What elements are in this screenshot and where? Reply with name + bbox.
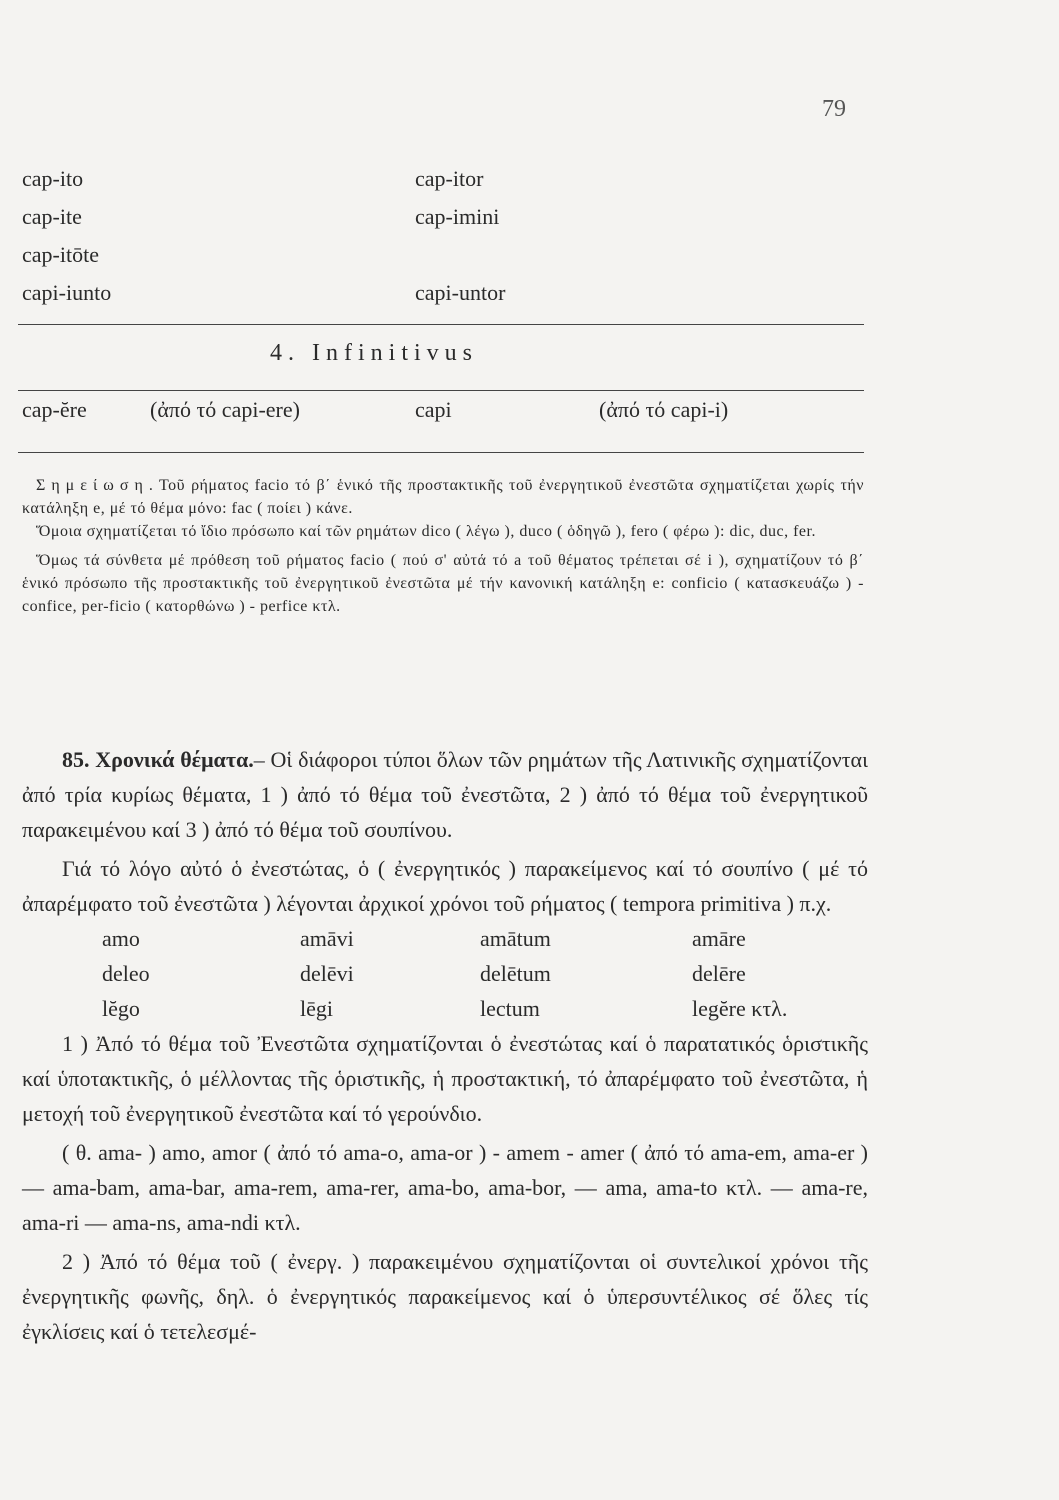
imperative-passive: cap-itor <box>415 166 484 191</box>
section-paragraph <box>22 742 868 847</box>
infinitive-origin: (ἀπό τό capi-ere) <box>150 397 300 422</box>
infinitive-origin: (ἀπό τό capi-i) <box>599 397 729 422</box>
infinitive-form: capi <box>415 397 452 422</box>
note-block <box>22 474 864 618</box>
section-number: 85. <box>62 747 90 772</box>
imperative-active: cap-itōte <box>22 242 99 267</box>
principal-part: delētum <box>480 961 551 986</box>
section-paragraph: Γιά τό λόγο αὐτό ὁ ἐνεστώτας, ὁ ( ἐνεργητικός ) παρακείμενος καί τό σουπίνο ( μέ τό ἀπαρέμφατο τοῦ ἐνεστῶτα ) λέγονται ἀρχικοί χρόνοι τοῦ ρήματος ( tempora primitiva ) π.χ. <box>22 856 868 916</box>
infinitive-form: cap-ĕre <box>22 397 87 422</box>
principal-part: lĕgo <box>102 996 140 1021</box>
section-paragraph: 1 ) Ἀπό τό θέμα τοῦ Ἐνεστῶτα σχηματίζονται ὁ ἐνεστώτας καί ὁ παρατατικός ὁριστικῆς καί ὑποτακτικῆς, ὁ μέλλοντας τῆς ὁριστικῆς, ἡ προστακτική, τό ἀπαρέμφατο τοῦ ἐνεστῶτα, ἡ μετοχή τοῦ ἐνεργητικοῦ ἐνεστῶτα καί τό γερούνδιο. <box>22 1031 868 1126</box>
imperative-table <box>22 160 872 312</box>
imperative-passive: capi-untor <box>415 280 506 305</box>
note-paragraph <box>22 474 864 520</box>
imperative-active: cap-ito <box>22 166 84 191</box>
imperative-active: capi-iunto <box>22 280 112 305</box>
principal-part: legĕre κτλ. <box>692 996 788 1021</box>
table-rule <box>18 390 864 391</box>
section-text: – Οἱ διάφοροι τύποι ὅλων τῶν ρημάτων τῆς Λατινικῆς σχηματίζονται ἀπό τρία κυρίως θέματα, 1 ) ἀπό τό θέμα τοῦ ἐνεστῶτα, 2 ) ἀπό τό θέμα τοῦ ἐνεργητικοῦ παρακειμένου καί 3 ) ἀπό τό θέμα τοῦ σουπίνου. <box>22 747 868 842</box>
table-row <box>22 236 872 274</box>
note-paragraph: Ὅμοια σχηματίζεται τό ἴδιο πρόσωπο καί τῶν ρημάτων dico ( λέγω ), duco ( ὁδηγῶ ), fero ( φέρω ): dic, duc, fer. <box>36 523 816 540</box>
principal-part: delēvi <box>300 961 354 986</box>
infinitive-heading: 4. Infinitivus <box>270 340 478 366</box>
principal-part: lēgi <box>300 996 333 1021</box>
principal-part: deleo <box>102 961 150 986</box>
principal-part: amātum <box>480 926 551 951</box>
table-row <box>22 991 868 1026</box>
imperative-active: cap-ite <box>22 204 82 229</box>
table-row <box>22 198 872 236</box>
table-row <box>22 160 872 198</box>
section-85 <box>22 742 868 1349</box>
note-text: . Τοῦ ρήματος facio τό β΄ ἑνικό τῆς προστακτικῆς τοῦ ἐνεργητικοῦ ἐνεστῶτα σχηματίζεται χωρίς τήν κατάληξη e, μέ τό θέμα μόνο: fac ( ποίει ) κάνε. <box>22 477 864 517</box>
page-number: 79 <box>822 96 846 122</box>
principal-part: amo <box>102 926 140 951</box>
section-title: Χρονικά θέματα. <box>95 747 254 772</box>
table-rule <box>18 452 864 453</box>
table-row <box>22 921 868 956</box>
note-label: Σημείωση <box>36 477 149 494</box>
principal-parts-table <box>22 921 868 1026</box>
principal-part: lectum <box>480 996 540 1021</box>
table-row <box>22 956 868 991</box>
table-rule <box>18 324 864 325</box>
table-row <box>22 274 872 312</box>
note-paragraph: Ὅμως τά σύνθετα μέ πρόθεση τοῦ ρήματος facio ( πού σ' αὐτά τό a τοῦ θέματος τρέπεται σέ i ), σχηματίζουν τό β΄ ἑνικό πρόσωπο τῆς προστακτικῆς τοῦ ἐνεργητικοῦ ἐνεστῶτα μέ τήν κανονική κατάληξη e: conficio ( κατασκευάζω ) - confice, per-ficio ( κατορθώνω ) - perfice κτλ. <box>22 552 864 615</box>
section-paragraph: ( θ. ama- ) amo, amor ( ἀπό τό ama-o, ama-or ) - amem - amer ( ἀπό τό ama-em, ama-er ) — ama-bam, ama-bar, ama-rem, ama-rer, ama-bo, ama-bor, — ama, ama-to κτλ. — ama-re, ama-ri — ama-ns, ama-ndi κτλ. <box>22 1140 868 1235</box>
section-paragraph: 2 ) Ἀπό τό θέμα τοῦ ( ἐνεργ. ) παρακειμένου σχηματίζονται οἱ συντελικοί χρόνοι τῆς ἐνεργητικῆς φωνῆς, δηλ. ὁ ἐνεργητικός παρακείμενος καί ὁ ὑπερσυντέλικος σέ ὅλες τίς ἐγκλίσεις καί ὁ τετελεσμέ- <box>22 1249 868 1344</box>
principal-part: amāre <box>692 926 746 951</box>
infinitive-row <box>22 397 872 427</box>
principal-part: amāvi <box>300 926 354 951</box>
imperative-passive: cap-imini <box>415 204 500 229</box>
principal-part: delēre <box>692 961 746 986</box>
